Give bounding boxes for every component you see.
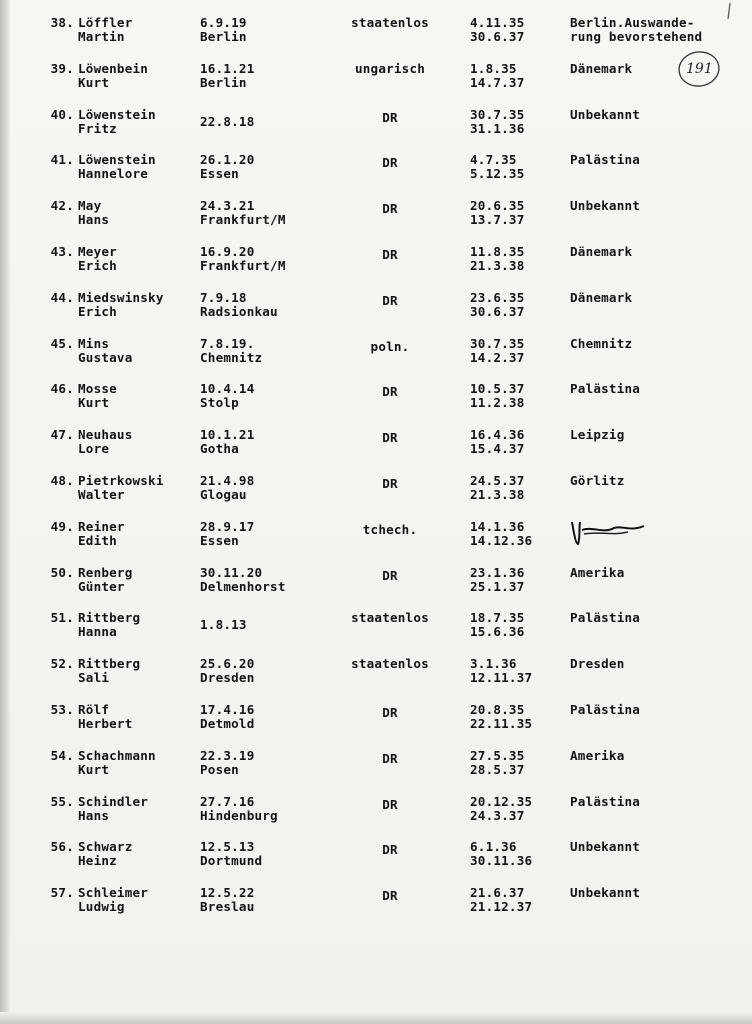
date-to: 5.12.35 bbox=[470, 166, 525, 182]
destination: Dänemark bbox=[570, 60, 633, 76]
birth-date: 17.4.16 bbox=[200, 702, 255, 717]
date-from: 30.7.35 bbox=[470, 335, 525, 351]
date-to: 14.12.36 bbox=[470, 532, 533, 548]
entry-row bbox=[0, 566, 752, 612]
surname: Rölf bbox=[78, 702, 110, 717]
first-name: Hans bbox=[78, 807, 110, 823]
destination: Unbekannt bbox=[570, 106, 641, 122]
date-from: 23.6.35 bbox=[470, 289, 525, 305]
entry-row bbox=[0, 474, 752, 520]
entry-row bbox=[0, 337, 752, 383]
date-to: 12.11.37 bbox=[470, 670, 533, 686]
first-name: Kurt bbox=[78, 395, 110, 411]
nationality: DR bbox=[382, 842, 398, 858]
date-to: 13.7.37 bbox=[470, 212, 525, 228]
surname: Neuhaus bbox=[78, 427, 133, 443]
destination: Görlitz bbox=[570, 473, 625, 488]
destination: Chemnitz bbox=[570, 335, 633, 351]
date-from: 24.5.37 bbox=[470, 473, 525, 488]
entry-number: 55. bbox=[50, 793, 74, 809]
crossed-out-signature bbox=[568, 516, 648, 546]
surname: Schleimer bbox=[78, 885, 149, 901]
date-to: 14.7.37 bbox=[470, 74, 525, 90]
destination-line2: rung bevorstehend bbox=[570, 29, 703, 44]
entry-number: 56. bbox=[50, 839, 74, 855]
first-name: Kurt bbox=[78, 74, 110, 90]
destination: Palästina bbox=[570, 381, 641, 397]
nationality: DR bbox=[382, 705, 398, 720]
date-to: 14.2.37 bbox=[470, 349, 525, 365]
nationality: DR bbox=[382, 201, 398, 217]
nationality: DR bbox=[382, 247, 398, 262]
nationality: DR bbox=[382, 796, 398, 812]
nationality: staatenlos bbox=[351, 656, 429, 672]
first-name: Erich bbox=[78, 303, 117, 319]
birth-date: 10.4.14 bbox=[200, 381, 255, 397]
birth-date: 7.9.18 bbox=[200, 289, 247, 305]
birth-date: 1.8.13 bbox=[200, 617, 247, 633]
date-from: 3.1.36 bbox=[470, 656, 517, 672]
entry-row bbox=[0, 886, 752, 932]
date-from: 20.12.35 bbox=[470, 793, 533, 809]
destination: Unbekannt bbox=[570, 885, 641, 901]
entry-number: 40. bbox=[50, 106, 74, 122]
destination: Dänemark bbox=[570, 289, 633, 305]
first-name: Hans bbox=[78, 212, 110, 228]
birth-date: 6.9.19 bbox=[200, 15, 247, 30]
nationality: DR bbox=[382, 888, 398, 904]
entry-number: 39. bbox=[50, 60, 74, 76]
surname: Renberg bbox=[78, 564, 133, 580]
date-from: 21.6.37 bbox=[470, 885, 525, 901]
surname: Löffler bbox=[78, 15, 133, 30]
first-name: Lore bbox=[78, 441, 110, 457]
date-to: 21.3.38 bbox=[470, 258, 525, 273]
surname: May bbox=[78, 198, 102, 214]
destination: Unbekannt bbox=[570, 198, 641, 214]
surname: Löwenbein bbox=[78, 60, 149, 76]
nationality: DR bbox=[382, 750, 398, 766]
birth-place: Dresden bbox=[200, 670, 255, 686]
birth-place: Essen bbox=[200, 532, 239, 548]
entry-number: 53. bbox=[50, 702, 74, 717]
date-to: 30.11.36 bbox=[470, 853, 533, 869]
first-name: Martin bbox=[78, 29, 125, 44]
birth-place: Stolp bbox=[200, 395, 239, 411]
surname: Rittberg bbox=[78, 656, 141, 672]
entry-number: 42. bbox=[50, 198, 74, 214]
nationality: DR bbox=[382, 109, 398, 125]
birth-place: Breslau bbox=[200, 899, 255, 915]
entry-number: 54. bbox=[50, 747, 74, 763]
date-from: 16.4.36 bbox=[470, 427, 525, 443]
entry-number: 48. bbox=[50, 473, 74, 488]
destination: Leipzig bbox=[570, 427, 625, 443]
nationality: DR bbox=[382, 476, 398, 491]
destination: Berlin.Auswande- bbox=[570, 15, 695, 30]
nationality: DR bbox=[382, 430, 398, 446]
birth-date: 16.1.21 bbox=[200, 60, 255, 76]
entry-number: 51. bbox=[50, 610, 74, 626]
first-name: Ludwig bbox=[78, 899, 125, 915]
date-from: 20.8.35 bbox=[470, 702, 525, 717]
date-to: 28.5.37 bbox=[470, 761, 525, 777]
entry-number: 43. bbox=[50, 244, 74, 259]
birth-place: Dortmund bbox=[200, 853, 263, 869]
entry-number: 44. bbox=[50, 289, 74, 305]
entry-number: 50. bbox=[50, 564, 74, 580]
date-from: 1.8.35 bbox=[470, 60, 517, 76]
date-to: 21.3.38 bbox=[470, 487, 525, 502]
entry-row bbox=[0, 520, 752, 566]
birth-date: 26.1.20 bbox=[200, 152, 255, 168]
birth-place: Frankfurt/M bbox=[200, 212, 286, 228]
first-name: Hanna bbox=[78, 624, 117, 640]
entry-row bbox=[0, 611, 752, 657]
nationality: staatenlos bbox=[351, 610, 429, 626]
entry-row bbox=[0, 245, 752, 291]
surname: Schwarz bbox=[78, 839, 133, 855]
entry-number: 57. bbox=[50, 885, 74, 901]
surname: Pietrkowski bbox=[78, 473, 164, 488]
date-to: 21.12.37 bbox=[470, 899, 533, 915]
date-from: 6.1.36 bbox=[470, 839, 517, 855]
date-from: 4.7.35 bbox=[470, 152, 517, 168]
date-to: 30.6.37 bbox=[470, 303, 525, 319]
entry-row bbox=[0, 749, 752, 795]
first-name: Herbert bbox=[78, 716, 133, 731]
nationality: DR bbox=[382, 384, 398, 400]
entry-row bbox=[0, 428, 752, 474]
nationality: staatenlos bbox=[351, 15, 429, 30]
birth-place: Berlin bbox=[200, 29, 247, 44]
first-name: Kurt bbox=[78, 761, 110, 777]
surname: Miedswinsky bbox=[78, 289, 164, 305]
birth-place: Glogau bbox=[200, 487, 247, 502]
birth-date: 25.6.20 bbox=[200, 656, 255, 672]
birth-place: Berlin bbox=[200, 74, 247, 90]
date-to: 25.1.37 bbox=[470, 578, 525, 594]
surname: Reiner bbox=[78, 518, 125, 534]
destination: Palästina bbox=[570, 610, 641, 626]
destination: Unbekannt bbox=[570, 839, 641, 855]
entry-row bbox=[0, 16, 752, 62]
entry-number: 49. bbox=[50, 518, 74, 534]
first-name: Hannelore bbox=[78, 166, 149, 182]
nationality: DR bbox=[382, 155, 398, 171]
birth-place: Frankfurt/M bbox=[200, 258, 286, 273]
entry-row bbox=[0, 657, 752, 703]
date-to: 30.6.37 bbox=[470, 29, 525, 44]
entry-row bbox=[0, 108, 752, 154]
date-from: 18.7.35 bbox=[470, 610, 525, 626]
destination: Palästina bbox=[570, 152, 641, 168]
birth-place: Posen bbox=[200, 761, 239, 777]
surname: Mins bbox=[78, 335, 110, 351]
destination: Palästina bbox=[570, 702, 641, 717]
nationality: tchech. bbox=[362, 521, 418, 537]
entry-row bbox=[0, 153, 752, 199]
first-name: Walter bbox=[78, 487, 125, 502]
entry-row bbox=[0, 382, 752, 428]
date-from: 27.5.35 bbox=[470, 747, 525, 763]
surname: Löwenstein bbox=[78, 106, 156, 122]
entry-number: 46. bbox=[50, 381, 74, 397]
date-from: 30.7.35 bbox=[470, 106, 525, 122]
birth-date: 28.9.17 bbox=[200, 518, 255, 534]
date-to: 15.6.36 bbox=[470, 624, 525, 640]
entry-number: 41. bbox=[50, 152, 74, 168]
surname: Schindler bbox=[78, 793, 149, 809]
first-name: Fritz bbox=[78, 120, 117, 136]
first-name: Edith bbox=[78, 532, 117, 548]
entry-number: 52. bbox=[50, 656, 74, 672]
destination: Dänemark bbox=[570, 244, 633, 259]
birth-date: 12.5.22 bbox=[200, 885, 255, 901]
surname: Mosse bbox=[78, 381, 117, 397]
birth-date: 12.5.13 bbox=[200, 839, 255, 855]
birth-place: Essen bbox=[200, 166, 239, 182]
surname: Meyer bbox=[78, 244, 117, 259]
date-to: 31.1.36 bbox=[470, 120, 525, 136]
entry-row bbox=[0, 199, 752, 245]
entry-number: 45. bbox=[50, 335, 74, 351]
first-name: Erich bbox=[78, 258, 117, 273]
date-from: 14.1.36 bbox=[470, 518, 525, 534]
birth-date: 7.8.19. bbox=[200, 335, 255, 351]
entry-row bbox=[0, 291, 752, 337]
entry-row bbox=[0, 703, 752, 749]
birth-date: 30.11.20 bbox=[200, 564, 263, 580]
entry-row bbox=[0, 840, 752, 886]
date-to: 24.3.37 bbox=[470, 807, 525, 823]
date-to: 22.11.35 bbox=[470, 716, 533, 731]
date-from: 4.11.35 bbox=[470, 15, 525, 30]
birth-place: Delmenhorst bbox=[200, 578, 286, 594]
birth-date: 16.9.20 bbox=[200, 244, 255, 259]
date-from: 20.6.35 bbox=[470, 198, 525, 214]
birth-place: Radsionkau bbox=[200, 303, 278, 319]
date-to: 15.4.37 bbox=[470, 441, 525, 457]
destination: Palästina bbox=[570, 793, 641, 809]
nationality: DR bbox=[382, 567, 398, 583]
entry-row bbox=[0, 62, 752, 108]
nationality: DR bbox=[382, 292, 398, 308]
nationality: poln. bbox=[370, 338, 410, 354]
first-name: Günter bbox=[78, 578, 125, 594]
entry-number: 38. bbox=[50, 15, 74, 30]
destination: Dresden bbox=[570, 656, 625, 672]
date-from: 11.8.35 bbox=[470, 244, 525, 259]
date-from: 23.1.36 bbox=[470, 564, 525, 580]
date-to: 11.2.38 bbox=[470, 395, 525, 411]
birth-place: Detmold bbox=[200, 716, 255, 731]
entry-number: 47. bbox=[50, 427, 74, 443]
birth-date: 22.3.19 bbox=[200, 747, 255, 763]
birth-place: Hindenburg bbox=[200, 807, 278, 823]
date-from: 10.5.37 bbox=[470, 381, 525, 397]
birth-place: Chemnitz bbox=[200, 349, 263, 365]
birth-date: 24.3.21 bbox=[200, 198, 255, 214]
entry-row bbox=[0, 795, 752, 841]
birth-date: 10.1.21 bbox=[200, 427, 255, 443]
destination: Amerika bbox=[570, 747, 625, 763]
surname: Rittberg bbox=[78, 610, 141, 626]
page-number-mark: 191 bbox=[686, 61, 713, 77]
surname: Löwenstein bbox=[78, 152, 156, 168]
destination: Amerika bbox=[570, 564, 625, 580]
nationality: ungarisch bbox=[354, 60, 426, 76]
first-name: Heinz bbox=[78, 853, 117, 869]
surname: Schachmann bbox=[78, 747, 156, 763]
birth-date: 22.8.18 bbox=[200, 113, 255, 129]
first-name: Gustava bbox=[78, 349, 133, 365]
birth-date: 27.7.16 bbox=[200, 793, 255, 809]
birth-date: 21.4.98 bbox=[200, 473, 255, 488]
first-name: Sali bbox=[78, 670, 110, 686]
birth-place: Gotha bbox=[200, 441, 239, 457]
